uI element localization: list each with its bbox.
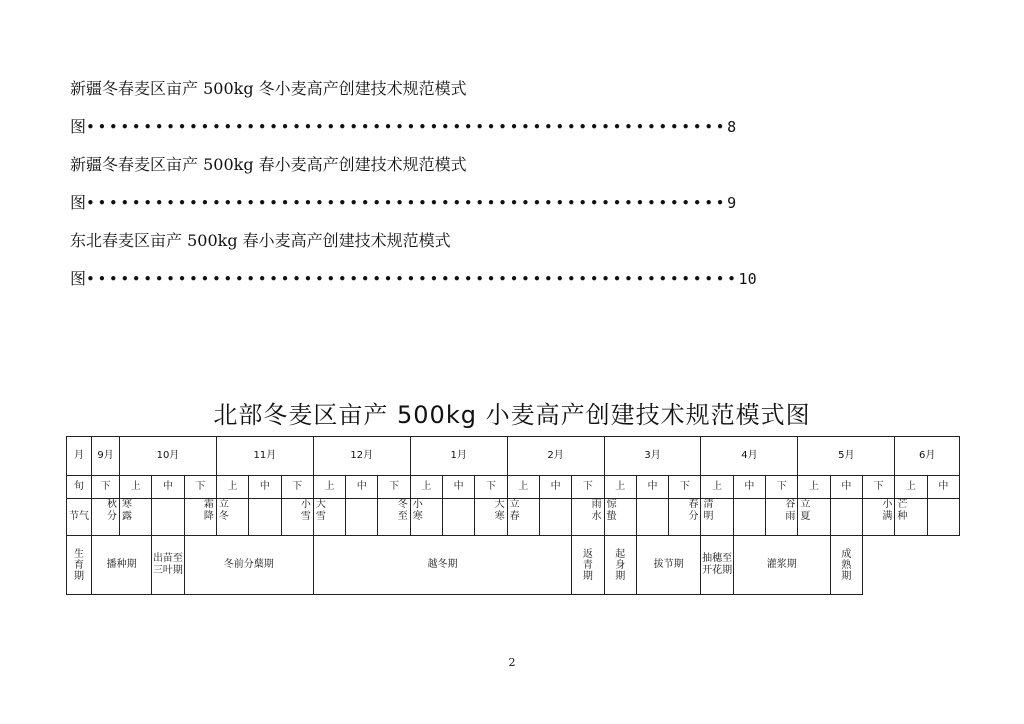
toc-title-line [70, 228, 920, 266]
stage-cell: 灌浆期 [733, 536, 830, 595]
stage-cell: 成 熟 期 [830, 536, 862, 595]
xun-cell: 上 [701, 476, 733, 499]
toc-leader-line [70, 266, 920, 304]
xun-cell: 下 [766, 476, 798, 499]
jieqi-cell: 秋 分 [92, 499, 120, 536]
xun-cell: 上 [895, 476, 927, 499]
toc-dot-leader: ••••••••••••••••••••••••••••••••••••••••••••••••••••••••• [86, 270, 739, 288]
toc-dot-leader: •••••••••••••••••••••••••••••••••••••••••••••••••••••••• [86, 194, 728, 212]
xun-cell: 上 [313, 476, 345, 499]
jieqi-cell: 清 明 [701, 499, 733, 536]
toc-leader-line [70, 190, 920, 228]
jieqi-cell: 谷 雨 [766, 499, 798, 536]
jieqi-cell [830, 499, 862, 536]
month-header: 3月 [604, 437, 701, 476]
xun-cell: 下 [378, 476, 410, 499]
toc-leader-line [70, 114, 920, 152]
toc-page-number: 8 [727, 118, 737, 136]
month-header: 12月 [313, 437, 410, 476]
jieqi-cell [927, 499, 959, 536]
jieqi-cell: 立 春 [507, 499, 539, 536]
stage-cell: 返 青 期 [572, 536, 604, 595]
jieqi-cell [152, 499, 184, 536]
xun-cell: 上 [410, 476, 442, 499]
xun-cell: 中 [346, 476, 378, 499]
toc-page-number: 9 [727, 194, 737, 212]
stage-cell: 播种期 [92, 536, 152, 595]
jieqi-cell [346, 499, 378, 536]
jieqi-cell [443, 499, 475, 536]
jieqi-cell: 寒 露 [120, 499, 152, 536]
stage-cell: 出苗至三叶期 [152, 536, 184, 595]
month-header: 5月 [798, 437, 895, 476]
jieqi-row-label: 节气 [67, 499, 92, 536]
jieqi-cell: 小 满 [863, 499, 895, 536]
jieqi-cell: 小 雪 [281, 499, 313, 536]
jieqi-cell: 春 分 [669, 499, 701, 536]
xun-cell: 中 [539, 476, 571, 499]
stage-cell: 越冬期 [313, 536, 571, 595]
page-number: 2 [508, 656, 516, 669]
xun-cell: 上 [120, 476, 152, 499]
jieqi-cell: 雨 水 [572, 499, 604, 536]
xun-cell: 上 [798, 476, 830, 499]
stage-cell: 起 身 期 [604, 536, 636, 595]
jieqi-cell [249, 499, 281, 536]
jieqi-row [67, 499, 960, 536]
chart-title: 北部冬麦区亩产 500kg 小麦高产创建技术规范模式图 [213, 401, 811, 429]
toc-dot-leader: •••••••••••••••••••••••••••••••••••••••••••••••••••••••• [86, 118, 728, 136]
xun-cell: 上 [507, 476, 539, 499]
jieqi-cell: 霜 降 [184, 499, 216, 536]
toc-entry-title: 新疆冬春麦区亩产 500kg 冬小麦高产创建技术规范模式 [70, 79, 467, 98]
xun-cell: 中 [443, 476, 475, 499]
stage-cell: 拔节期 [636, 536, 701, 595]
toc-entry-title: 东北春麦区亩产 500kg 春小麦高产创建技术规范模式 [70, 231, 451, 250]
stage-row-label: 生 育 期 [67, 536, 92, 595]
toc-title-line [70, 76, 920, 114]
xun-cell: 下 [281, 476, 313, 499]
xun-cell: 下 [669, 476, 701, 499]
jieqi-cell: 小 寒 [410, 499, 442, 536]
xun-row [67, 476, 960, 499]
jieqi-cell: 立 夏 [798, 499, 830, 536]
jieqi-cell [636, 499, 668, 536]
jieqi-cell: 惊 蛰 [604, 499, 636, 536]
month-header: 10月 [120, 437, 217, 476]
xun-cell: 下 [475, 476, 507, 499]
xun-cell: 下 [92, 476, 120, 499]
xun-cell: 下 [184, 476, 216, 499]
xun-cell: 中 [830, 476, 862, 499]
jieqi-cell: 冬 至 [378, 499, 410, 536]
month-header: 11月 [216, 437, 313, 476]
jieqi-cell [539, 499, 571, 536]
month-row [67, 437, 960, 476]
month-header: 2月 [507, 437, 604, 476]
xun-cell: 中 [249, 476, 281, 499]
month-header: 9月 [92, 437, 120, 476]
month-header: 1月 [410, 437, 507, 476]
toc-entry-lead: 图 [70, 117, 87, 136]
jieqi-cell: 大 雪 [313, 499, 345, 536]
month-row-label: 月 [67, 437, 92, 476]
table-of-contents [70, 76, 920, 304]
growth-schedule-table [66, 436, 960, 595]
jieqi-cell [733, 499, 765, 536]
month-header: 4月 [701, 437, 798, 476]
toc-entry-title: 新疆冬春麦区亩产 500kg 春小麦高产创建技术规范模式 [70, 155, 467, 174]
toc-title-line [70, 152, 920, 190]
xun-cell: 下 [863, 476, 895, 499]
xun-row-label: 旬 [67, 476, 92, 499]
xun-cell: 中 [927, 476, 959, 499]
xun-cell: 上 [216, 476, 248, 499]
stage-cell: 抽穗至开花期 [701, 536, 733, 595]
xun-cell: 中 [152, 476, 184, 499]
month-header: 6月 [895, 437, 960, 476]
xun-cell: 中 [636, 476, 668, 499]
jieqi-cell: 立 冬 [216, 499, 248, 536]
toc-page-number: 10 [738, 270, 757, 288]
stage-row [67, 536, 960, 595]
jieqi-cell: 芒 种 [895, 499, 927, 536]
jieqi-cell: 大 寒 [475, 499, 507, 536]
toc-entry-lead: 图 [70, 269, 87, 288]
stage-cell: 冬前分蘖期 [184, 536, 313, 595]
xun-cell: 上 [604, 476, 636, 499]
xun-cell: 下 [572, 476, 604, 499]
xun-cell: 中 [733, 476, 765, 499]
toc-entry-lead: 图 [70, 193, 87, 212]
